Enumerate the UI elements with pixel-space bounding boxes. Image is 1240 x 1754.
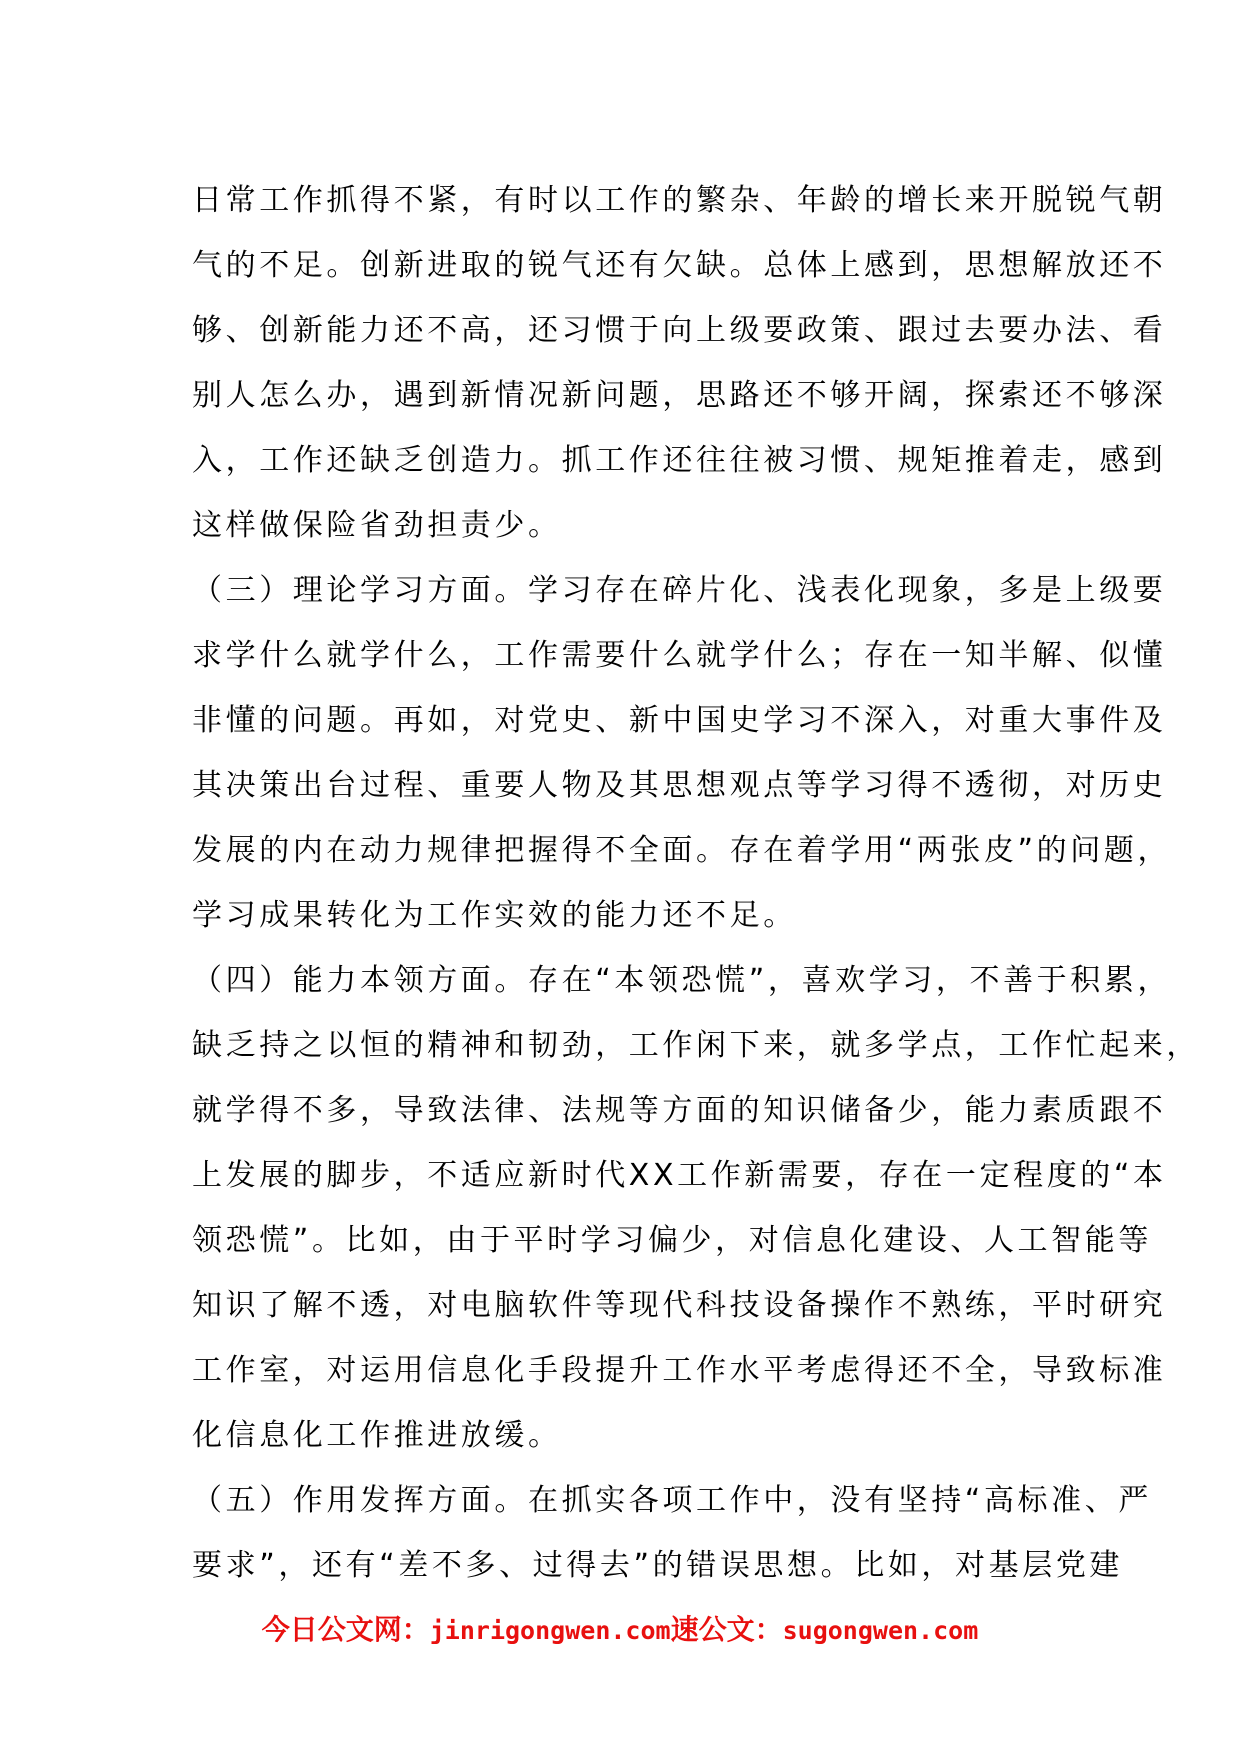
text-line: 工作室，对运用信息化手段提升工作水平考虑得还不全，导致标准 bbox=[192, 1353, 1167, 1388]
text-line: 上发展的脚步，不适应新时代XX工作新需要，存在一定程度的“本 bbox=[192, 1158, 1167, 1193]
footer-site2-label: 速公文： bbox=[670, 1613, 783, 1646]
text-line: 要求”，还有“差不多、过得去”的错误思想。比如，对基层党建 bbox=[192, 1548, 1124, 1583]
text-line: 领恐慌”。比如，由于平时学习偏少，对信息化建设、人工智能等 bbox=[192, 1223, 1152, 1258]
text-line: 其决策出台过程、重要人物及其思想观点等学习得不透彻，对历史 bbox=[192, 768, 1167, 803]
footer-site1-label: 今日公文网： bbox=[261, 1613, 430, 1646]
text-line: （五）作用发挥方面。在抓实各项工作中，没有坚持“高标准、严 bbox=[192, 1483, 1152, 1518]
document-body bbox=[192, 168, 1200, 1598]
text-line: 就学得不多，导致法律、法规等方面的知识储备少，能力素质跟不 bbox=[192, 1093, 1167, 1128]
footer-site1-url: jinrigongwen.com bbox=[429, 1616, 671, 1645]
text-line: （三）理论学习方面。学习存在碎片化、浅表化现象，多是上级要 bbox=[192, 573, 1167, 608]
text-line: （四）能力本领方面。存在“本领恐慌”，喜欢学习，不善于积累， bbox=[192, 963, 1172, 998]
text-line: 入，工作还缺乏创造力。抓工作还往往被习惯、规矩推着走，感到 bbox=[192, 443, 1167, 478]
text-line: 发展的内在动力规律把握得不全面。存在着学用“两张皮”的问题， bbox=[192, 833, 1172, 868]
text-line: 够、创新能力还不高，还习惯于向上级要政策、跟过去要办法、看 bbox=[192, 313, 1167, 348]
text-line: 缺乏持之以恒的精神和韧劲，工作闲下来，就多学点，工作忙起来， bbox=[192, 1028, 1200, 1063]
text-line: 别人怎么办，遇到新情况新问题，思路还不够开阔，探索还不够深 bbox=[192, 378, 1167, 413]
text-line: 知识了解不透，对电脑软件等现代科技设备操作不熟练，平时研究 bbox=[192, 1288, 1167, 1323]
text-line: 日常工作抓得不紧，有时以工作的繁杂、年龄的增长来开脱锐气朝 bbox=[192, 183, 1167, 218]
text-line: 求学什么就学什么，工作需要什么就学什么；存在一知半解、似懂 bbox=[192, 638, 1167, 673]
text-line: 这样做保险省劲担责少。 bbox=[192, 508, 562, 543]
text-line: 非懂的问题。再如，对党史、新中国史学习不深入，对重大事件及 bbox=[192, 703, 1167, 738]
footer-site2-url: sugongwen.com bbox=[782, 1616, 979, 1645]
text-line: 化信息化工作推进放缓。 bbox=[192, 1418, 562, 1453]
footer-watermark bbox=[0, 1608, 1240, 1652]
text-line: 学习成果转化为工作实效的能力还不足。 bbox=[192, 898, 797, 933]
text-line: 气的不足。创新进取的锐气还有欠缺。总体上感到，思想解放还不 bbox=[192, 248, 1167, 283]
